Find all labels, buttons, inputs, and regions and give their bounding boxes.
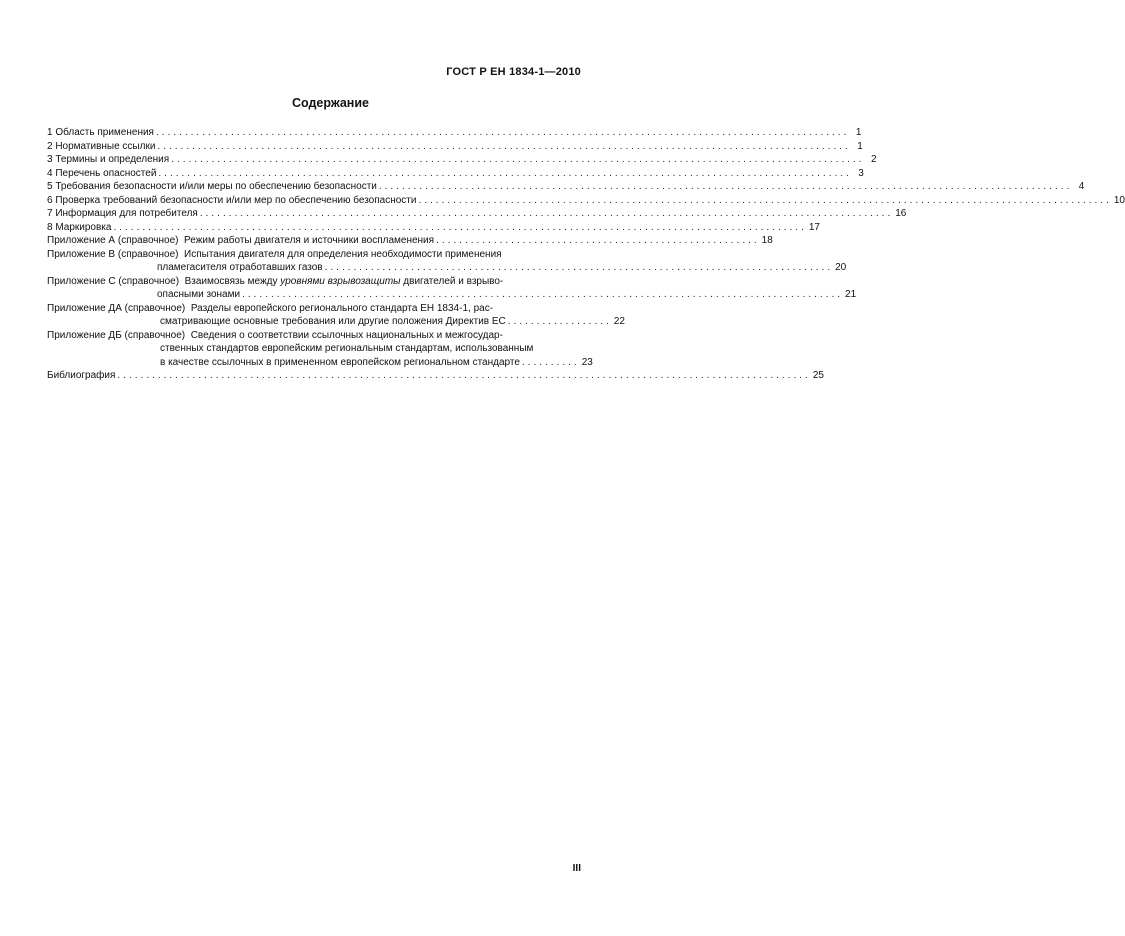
toc-entry[interactable] xyxy=(47,180,1085,194)
toc-appendix-da[interactable] xyxy=(47,302,625,329)
toc-entry-page: 25 xyxy=(812,370,824,381)
toc-entry[interactable] xyxy=(47,221,820,235)
toc-entry-page: 18 xyxy=(761,235,773,246)
leader-dots: ........................................................................................................................ xyxy=(418,194,1112,206)
toc-entry-label: 1 Область применения xyxy=(47,127,154,138)
appendix-prefix: Приложение С (справочное) xyxy=(47,275,180,287)
appendix-prefix: Приложение ДА (справочное) xyxy=(47,302,186,314)
leader-dots: ........................................................................................................................ xyxy=(117,370,811,381)
appendix-prefix: Приложение В (справочное) xyxy=(47,248,179,260)
appendix-title-line1: Разделы европейского регионального стандарта ЕН 1834-1, рас- xyxy=(190,302,494,314)
toc-entry-page: 2 xyxy=(871,154,877,165)
toc-entry-label: 7 Информация для потребителя xyxy=(47,208,198,219)
leader-dots: ........................................................................................................................ xyxy=(199,208,894,219)
toc-appendix-c[interactable] xyxy=(47,275,857,302)
toc-entry[interactable] xyxy=(47,126,862,140)
toc-entry-page: 16 xyxy=(895,208,907,219)
leader-dots: ........................................................................................................................ xyxy=(155,127,850,138)
appendix-title-line1: Испытания двигателя для определения необходимости применения xyxy=(184,248,502,260)
leader-dots: ........................................................................................ xyxy=(324,262,834,273)
leader-dots: ........................................................................................................................ xyxy=(171,154,865,165)
toc-entry-page: 4 xyxy=(1078,181,1085,192)
appendix-title-line1: Сведения о соответствии ссылочных национальных и межгосудар- xyxy=(190,329,503,341)
appendix-prefix: Приложение ДБ (справочное) xyxy=(47,329,186,341)
leader-dots: ........................................................................................................................ xyxy=(157,140,851,152)
toc-entry-page: 1 xyxy=(855,127,862,138)
toc-entry-page: 22 xyxy=(613,316,625,327)
toc-entry-page: 1 xyxy=(857,140,863,152)
toc-entry-page: 10 xyxy=(1113,194,1125,206)
toc-appendix-b[interactable] xyxy=(47,248,847,275)
appendix-title-line2: ственных стандартов европейским региональным стандартам, использованным xyxy=(160,343,534,354)
toc-entry[interactable] xyxy=(47,194,1125,208)
toc-entry-label: 8 Маркировка xyxy=(47,221,112,233)
appendix-title-italic: уровнями взрывозащиты xyxy=(280,275,401,287)
page-title: Содержание xyxy=(291,96,369,110)
toc-entry-page: 23 xyxy=(581,356,593,368)
toc-appendix-a[interactable] xyxy=(47,234,773,248)
toc-entry[interactable] xyxy=(47,167,864,181)
appendix-title-line2: сматривающие основные требования или другие положения Директив ЕС xyxy=(160,316,506,327)
toc-entry[interactable] xyxy=(47,207,907,221)
leader-dots: .................. xyxy=(507,316,612,327)
appendix-title-line3: в качестве ссылочных в примененном европейском региональном стандарте xyxy=(160,356,520,368)
toc-entry-label: 3 Термины и определения xyxy=(47,154,170,165)
toc-entry-label: 6 Проверка требований безопасности и/или мер по обеспечению безопасности xyxy=(47,194,417,206)
leader-dots: ........................................................................................................................ xyxy=(158,167,852,179)
toc-entry-label: 4 Перечень опасностей xyxy=(47,167,157,179)
document-code: ГОСТ Р ЕН 1834-1—2010 xyxy=(446,66,581,78)
toc-entry-page: 20 xyxy=(835,262,847,273)
toc-entry-label: 2 Нормативные ссылки xyxy=(47,140,156,152)
page-number: III xyxy=(572,863,581,874)
toc-entry-label: 5 Требования безопасности и/или меры по обеспечению безопасности xyxy=(47,181,377,192)
leader-dots: ........................................................ xyxy=(436,235,760,246)
toc-bibliography[interactable] xyxy=(47,369,824,383)
leader-dots: ........................................................................................................ xyxy=(242,289,844,300)
appendix-title-line2: опасными зонами xyxy=(157,289,241,300)
appendix-title-line2: пламегасителя отработавших газов xyxy=(157,262,323,273)
table-of-contents xyxy=(47,126,1125,383)
toc-entry-page: 21 xyxy=(845,289,857,300)
appendix-title-line1a: Взаимосвязь между xyxy=(184,275,281,287)
toc-entry-page: 3 xyxy=(858,167,864,179)
appendix-title: Режим работы двигателя и источники воспламенения xyxy=(184,235,435,246)
toc-entry[interactable] xyxy=(47,140,863,154)
leader-dots: .......... xyxy=(521,356,580,368)
leader-dots: ........................................................................................................................ xyxy=(378,181,1073,192)
toc-entry-page: 17 xyxy=(808,221,820,233)
appendix-title-line1b: двигателей и взрыво- xyxy=(400,275,504,287)
toc-entry-label: Библиография xyxy=(47,370,116,381)
toc-entry[interactable] xyxy=(47,153,877,167)
leader-dots: ........................................................................................................................ xyxy=(113,221,807,233)
appendix-prefix: Приложение А (справочное) xyxy=(47,235,179,246)
toc-appendix-db[interactable] xyxy=(47,329,593,370)
